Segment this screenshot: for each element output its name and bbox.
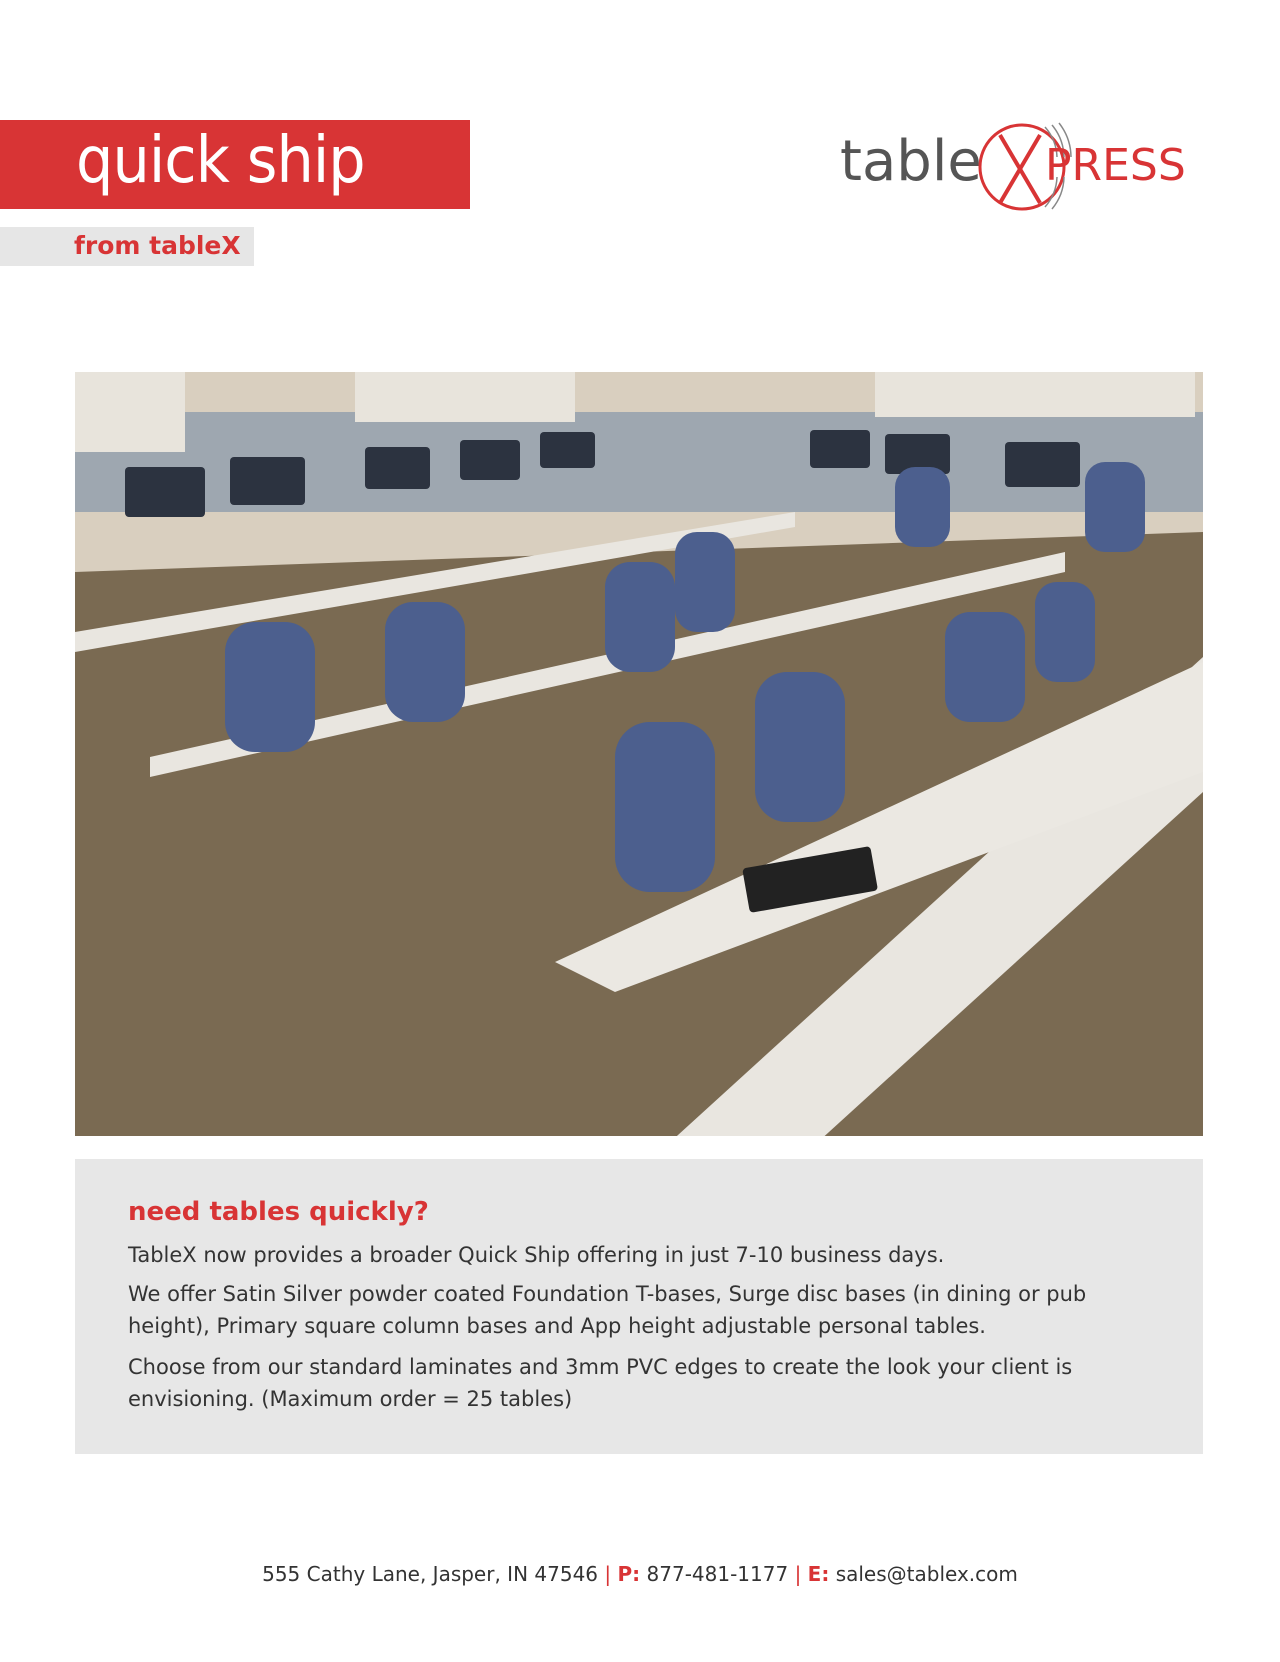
- info-paragraph-3: Choose from our standard laminates and 3mm PVC edges to create the look your client is envisioning. (Maximum order = 25 tables): [128, 1355, 1073, 1411]
- email-label: E:: [807, 1562, 830, 1586]
- phone-number[interactable]: 877-481-1177: [646, 1562, 789, 1586]
- info-paragraph-1: TableX now provides a broader Quick Ship offering in just 7-10 business days.: [128, 1243, 945, 1267]
- info-panel: [75, 1159, 1203, 1454]
- separator: |: [604, 1562, 612, 1586]
- info-heading: need tables quickly?: [128, 1197, 429, 1227]
- email-link[interactable]: sales@tablex.com: [835, 1562, 1018, 1586]
- classroom-photo: [75, 372, 1203, 1136]
- page-title: quick ship: [76, 124, 365, 198]
- logo-text-table: table: [840, 129, 982, 194]
- address: 555 Cathy Lane, Jasper, IN 47546: [262, 1562, 599, 1586]
- title-banner: [0, 120, 470, 209]
- tablexpress-logo: [840, 115, 1210, 220]
- separator: |: [794, 1562, 802, 1586]
- phone-label: P:: [617, 1562, 641, 1586]
- page-subtitle: from tableX: [74, 231, 241, 260]
- logo-text-press: PRESS: [1045, 140, 1186, 191]
- subtitle-banner: [0, 227, 254, 266]
- info-paragraph-2: We offer Satin Silver powder coated Foundation T-bases, Surge disc bases (in dining or pub height), Primary square column bases and App height adjustable personal tables.: [128, 1282, 1087, 1338]
- contact-footer: [0, 1562, 1280, 1586]
